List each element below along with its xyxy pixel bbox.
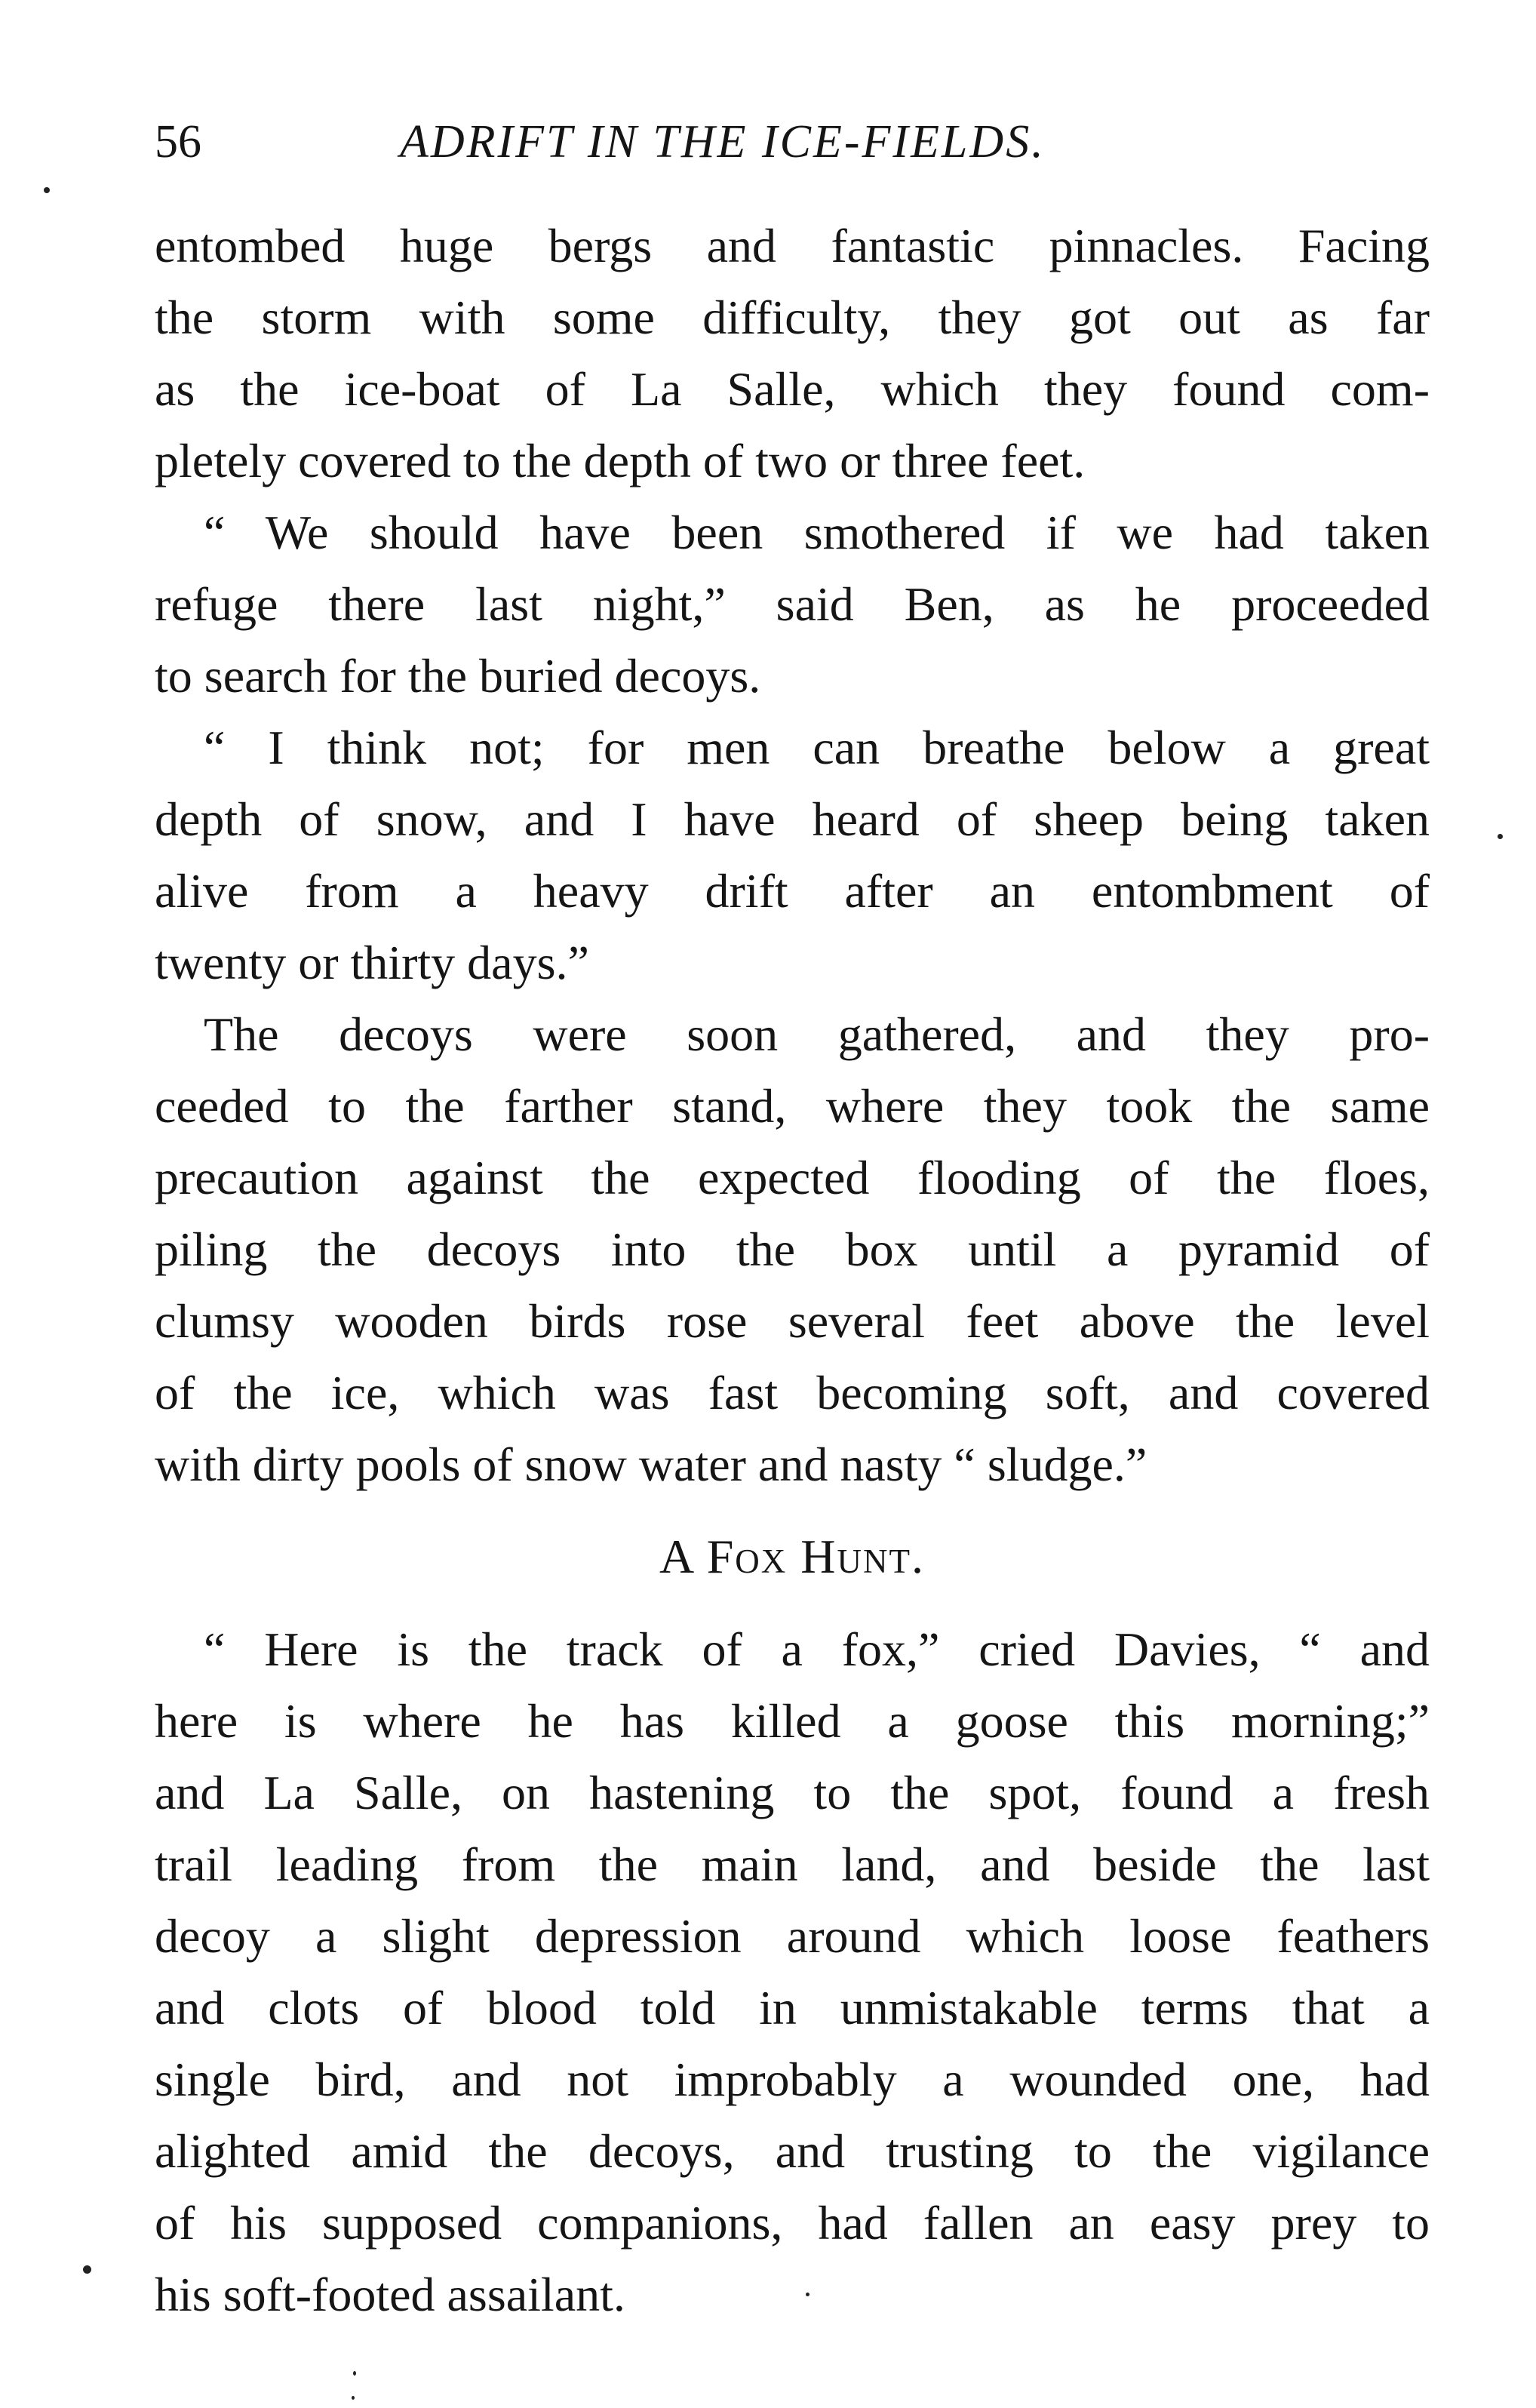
text-line: precaution against the expected flooding of the floes,: [155, 1151, 1430, 1204]
text-line: the storm with some difficulty, they got out as far: [155, 291, 1430, 344]
page-header: [155, 112, 1430, 172]
text-line: to search for the buried decoys.: [155, 649, 761, 703]
text-line: and clots of blood told in unmistakable terms that a: [155, 1981, 1430, 2034]
text-line: trail leading from the main land, and beside the last: [155, 1838, 1430, 1891]
text-line: single bird, and not improbably a wounded one, had: [155, 2053, 1430, 2106]
text-line: pletely covered to the depth of two or three feet.: [155, 434, 1086, 487]
text-line: entombed huge bergs and fantastic pinnacles. Facing: [155, 219, 1430, 272]
text-line: “ We should have been smothered if we had taken: [204, 506, 1430, 559]
scan-speck: [1498, 834, 1503, 839]
text-line: refuge there last night,” said Ben, as he proceeded: [155, 577, 1430, 631]
text-line: as the ice-boat of La Salle, which they found com-: [155, 362, 1430, 416]
text-line: with dirty pools of snow water and nasty “ sludge.”: [155, 1438, 1147, 1491]
text-line: “ Here is the track of a fox,” cried Davies, “ and: [204, 1622, 1430, 1676]
text-line: ceeded to the farther stand, where they took the same: [155, 1079, 1430, 1133]
scan-speck: [352, 2396, 355, 2400]
text-line: and La Salle, on hastening to the spot, found a fresh: [155, 1766, 1430, 1819]
scan-speck: [44, 187, 50, 193]
page-number: 56: [155, 116, 201, 168]
scan-speck: [806, 2293, 809, 2296]
text-line: his soft-footed assailant.: [155, 2268, 625, 2321]
text-line: “ I think not; for men can breathe below a great: [204, 721, 1430, 774]
text-line: decoy a slight depression around which loose feathers: [155, 1909, 1430, 1963]
text-line: twenty or thirty days.”: [155, 936, 589, 989]
text-line: alighted amid the decoys, and trusting to the vigilance: [155, 2124, 1430, 2178]
scan-speck: [83, 2265, 91, 2274]
section-heading: A Fox Hunt.: [659, 1530, 925, 1583]
text-line: of his supposed companions, had fallen an easy prey to: [155, 2196, 1430, 2250]
body-text: [155, 210, 1430, 2330]
text-line: piling the decoys into the box until a pyramid of: [155, 1222, 1430, 1276]
text-line: here is where he has killed a goose this morning;”: [155, 1694, 1430, 1748]
scan-speck: [353, 2371, 356, 2376]
text-line: alive from a heavy drift after an entombment of: [155, 864, 1430, 918]
text-line: of the ice, which was fast becoming soft, and covered: [155, 1366, 1430, 1419]
running-title: ADRIFT IN THE ICE-FIELDS.: [400, 116, 1046, 168]
text-line: The decoys were soon gathered, and they pro-: [204, 1007, 1430, 1061]
text-line: clumsy wooden birds rose several feet above the level: [155, 1294, 1430, 1348]
text-line: depth of snow, and I have heard of sheep being taken: [155, 792, 1430, 846]
